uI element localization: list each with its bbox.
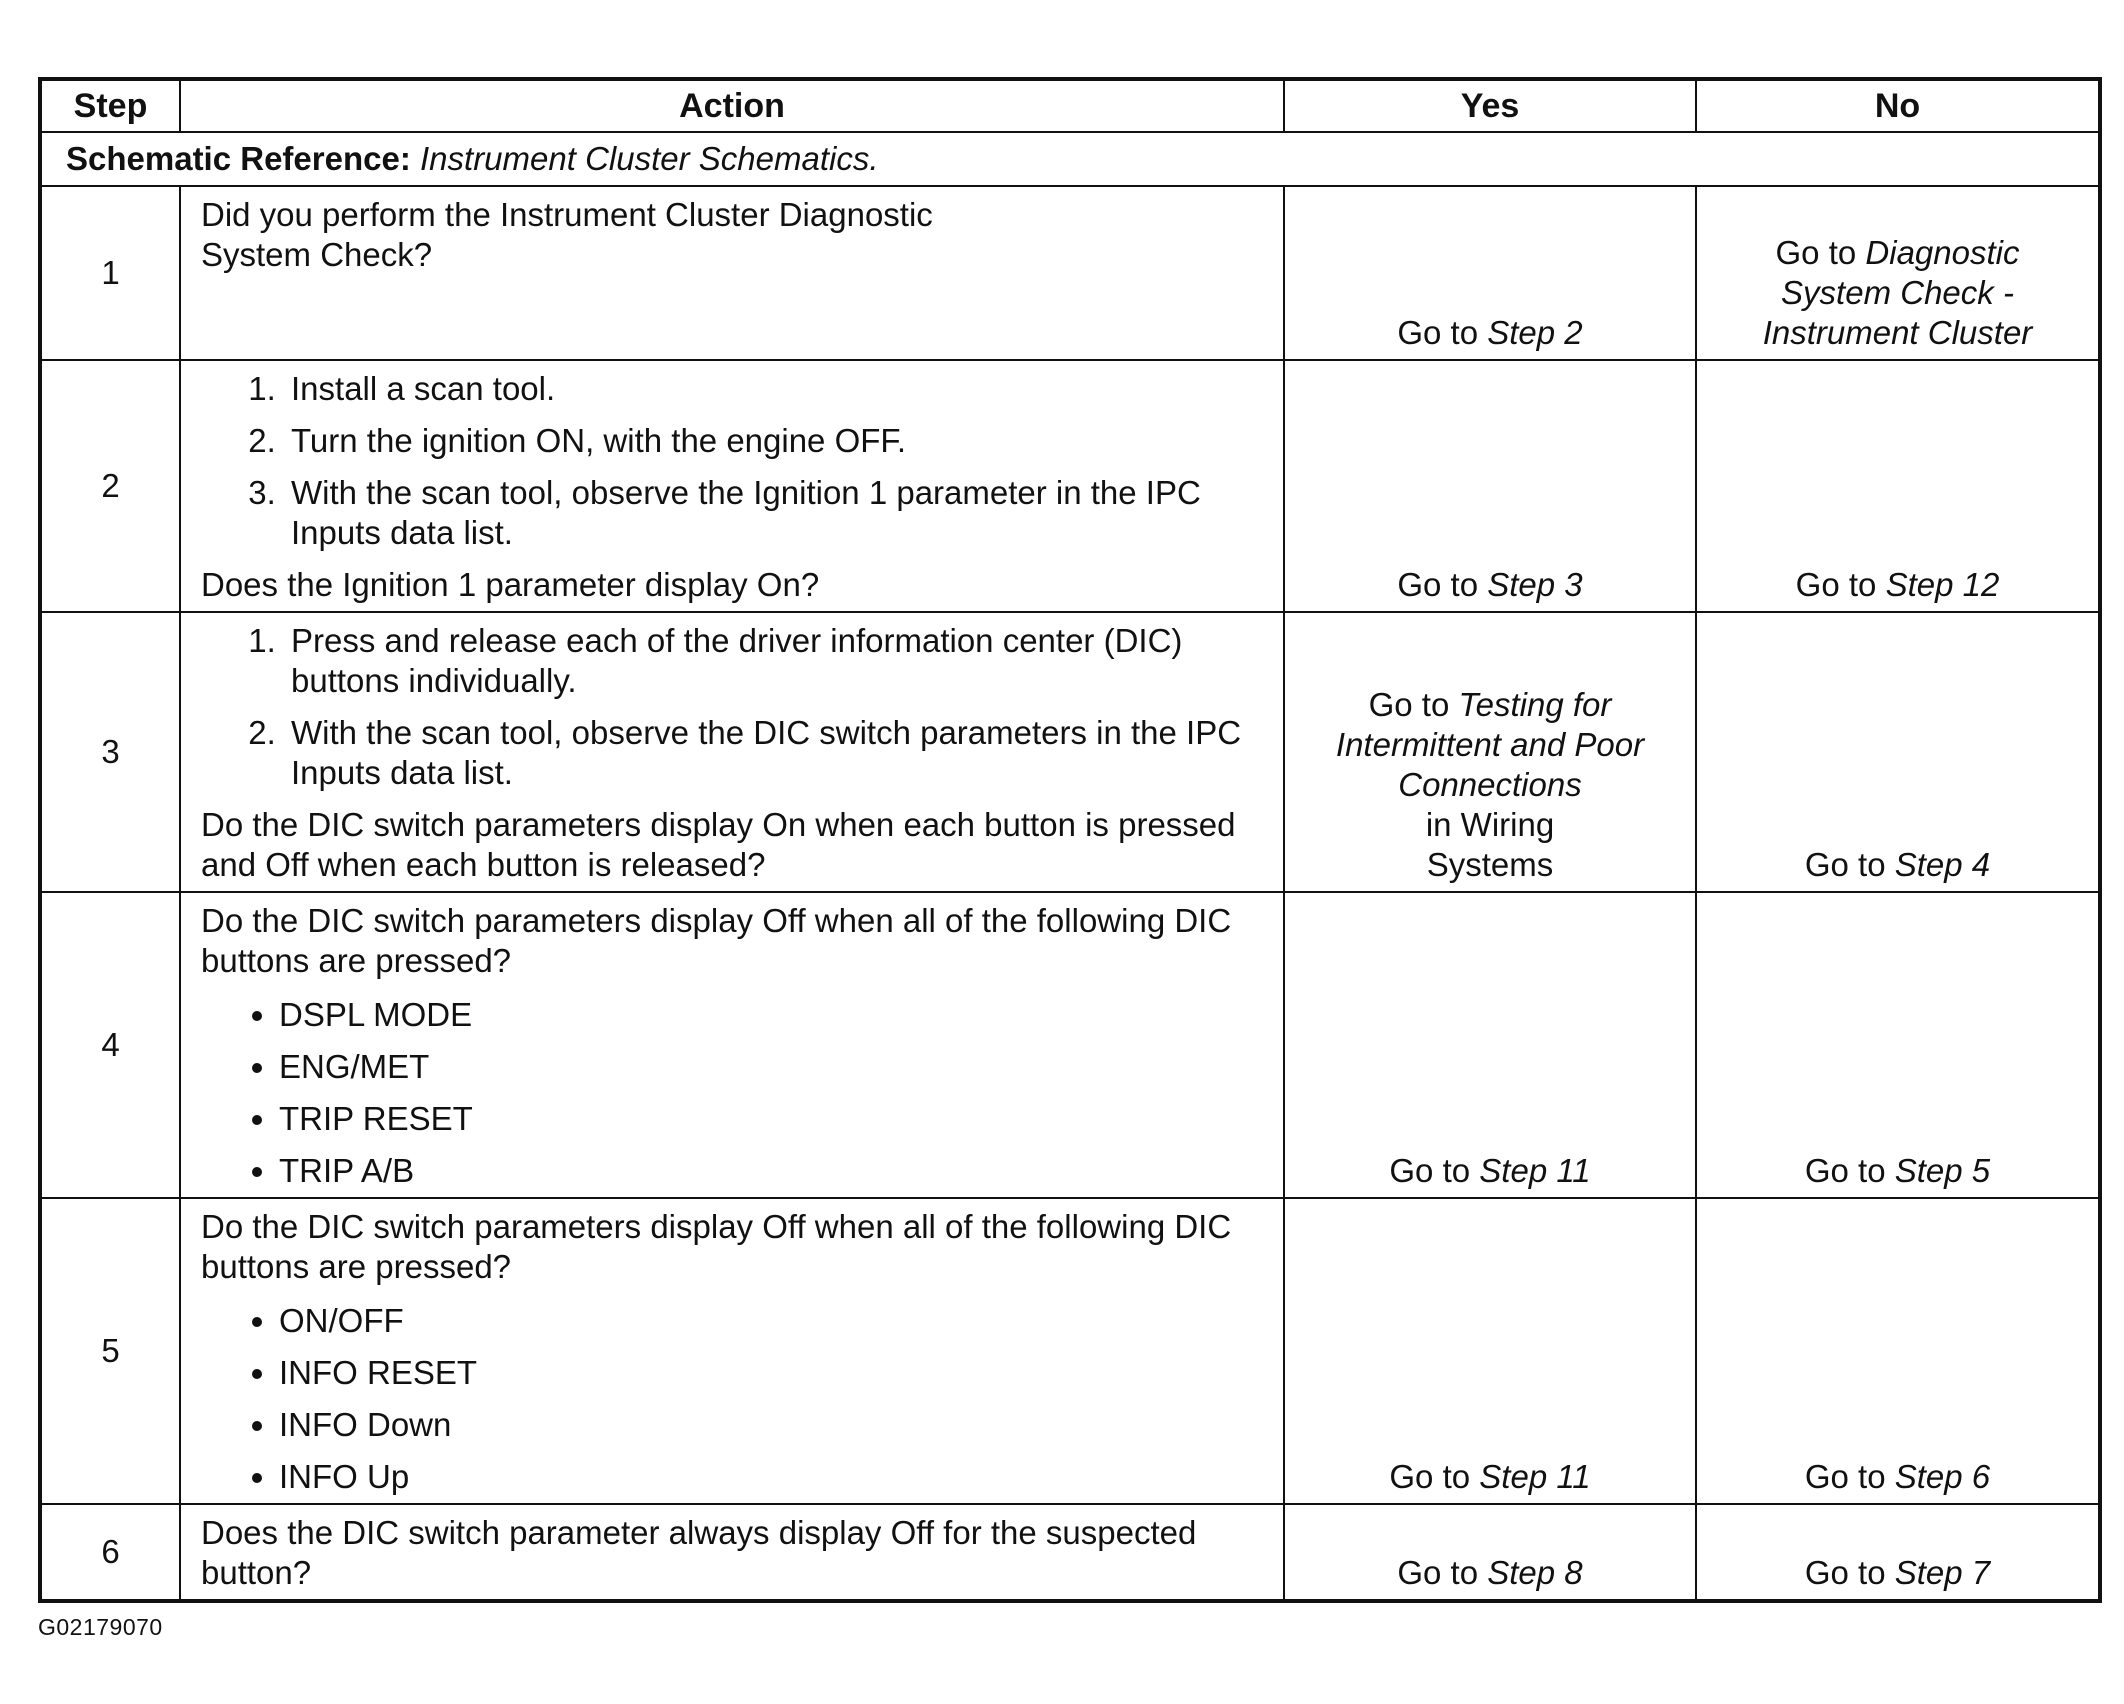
- goto-link[interactable]: Step 7: [1894, 1554, 1991, 1591]
- substep: 1. Press and release each of the driver information center (DIC) buttons individually.: [285, 621, 1269, 701]
- substep-list: [201, 621, 1269, 793]
- step-number: 3: [40, 612, 180, 892]
- goto-link[interactable]: Step 11: [1479, 1152, 1591, 1189]
- question: Do the DIC switch parameters display Off when all of the following DIC buttons are pressed?: [201, 1208, 1232, 1285]
- action-cell: [180, 186, 1284, 360]
- goto-prefix: Go to: [1368, 686, 1459, 723]
- goto-prefix: Go to: [1804, 1554, 1895, 1591]
- header-yes: Yes: [1284, 79, 1696, 132]
- question: Do the DIC switch parameters display On when each button is pressed and Off when each button is released?: [201, 806, 1236, 883]
- yes-cell: [1284, 360, 1696, 612]
- goto-link[interactable]: Step 6: [1894, 1458, 1991, 1495]
- table-row: [40, 892, 2100, 1198]
- figure-id: G02179070: [38, 1614, 163, 1640]
- step-number: 1: [40, 186, 180, 360]
- table-row: [40, 360, 2100, 612]
- action-cell: [180, 1198, 1284, 1504]
- goto-prefix: Go to: [1389, 1458, 1480, 1495]
- list-item: • ON/OFF: [279, 1301, 1269, 1341]
- yes-cell: [1284, 1504, 1696, 1601]
- question: Do the DIC switch parameters display Off when all of the following DIC buttons are pressed?: [201, 902, 1232, 979]
- goto-prefix: Go to: [1804, 1152, 1895, 1189]
- question: Does the DIC switch parameter always display Off for the suspected button?: [201, 1514, 1197, 1591]
- table-row: [40, 1504, 2100, 1601]
- list-item: • DSPL MODE: [279, 995, 1269, 1035]
- goto-suffix: in Wiring: [1425, 806, 1555, 843]
- action-cell: [180, 360, 1284, 612]
- header-no: No: [1696, 79, 2100, 132]
- goto-suffix: Systems: [1426, 846, 1554, 883]
- goto-link[interactable]: Step 12: [1885, 566, 2000, 603]
- substep: 2. Turn the ignition ON, with the engine OFF.: [285, 421, 1269, 461]
- goto-link[interactable]: Step 2: [1487, 314, 1583, 351]
- substep-list: [201, 369, 1269, 553]
- goto-link[interactable]: Testing for: [1458, 686, 1612, 723]
- no-cell: [1696, 360, 2100, 612]
- yes-cell: [1284, 612, 1696, 892]
- list-item: • ENG/MET: [279, 1047, 1269, 1087]
- table-row: [40, 1198, 2100, 1504]
- no-cell: [1696, 1504, 2100, 1601]
- goto-prefix: Go to: [1397, 1554, 1488, 1591]
- action-cell: [180, 892, 1284, 1198]
- list-item: • INFO Up: [279, 1457, 1269, 1497]
- goto-link[interactable]: Intermittent and Poor: [1335, 726, 1645, 763]
- no-cell: [1696, 892, 2100, 1198]
- table-row: [40, 612, 2100, 892]
- no-cell: [1696, 186, 2100, 360]
- question-line: Did you perform the Instrument Cluster Diagnostic: [201, 196, 933, 233]
- header-row: [40, 79, 2100, 132]
- list-item: • INFO Down: [279, 1405, 1269, 1445]
- yes-cell: [1284, 892, 1696, 1198]
- yes-cell: [1284, 1198, 1696, 1504]
- diagnostic-table: [38, 77, 2102, 1603]
- step-number: 2: [40, 360, 180, 612]
- schematic-link[interactable]: Instrument Cluster Schematics.: [420, 140, 879, 177]
- no-cell: [1696, 612, 2100, 892]
- substep: 2. With the scan tool, observe the DIC switch parameters in the IPC Inputs data list.: [285, 713, 1269, 793]
- goto-link[interactable]: System Check -: [1781, 274, 2014, 311]
- goto-prefix: Go to: [1804, 1458, 1895, 1495]
- goto-prefix: Go to: [1389, 1152, 1480, 1189]
- goto-link[interactable]: Diagnostic: [1865, 234, 2020, 271]
- no-cell: [1696, 1198, 2100, 1504]
- schematic-label: Schematic Reference:: [66, 140, 411, 177]
- list-item: • TRIP A/B: [279, 1151, 1269, 1191]
- question-line: System Check?: [201, 236, 433, 273]
- goto-link[interactable]: Step 5: [1894, 1152, 1991, 1189]
- schematic-row: [40, 132, 2100, 186]
- list-item: • INFO RESET: [279, 1353, 1269, 1393]
- button-list: [201, 1301, 1269, 1497]
- goto-link[interactable]: Instrument Cluster: [1762, 314, 2033, 351]
- goto-link[interactable]: Connections: [1398, 766, 1582, 803]
- question: Does the Ignition 1 parameter display On?: [201, 566, 820, 603]
- step-number: 4: [40, 892, 180, 1198]
- schematic-reference: [40, 132, 2100, 186]
- goto-link[interactable]: Step 8: [1487, 1554, 1583, 1591]
- yes-cell: [1284, 186, 1696, 360]
- button-list: [201, 995, 1269, 1191]
- goto-prefix: Go to: [1397, 566, 1488, 603]
- goto-link[interactable]: Step 3: [1487, 566, 1583, 603]
- step-number: 6: [40, 1504, 180, 1601]
- list-item: • TRIP RESET: [279, 1099, 1269, 1139]
- goto-prefix: Go to: [1804, 846, 1895, 883]
- table-row: [40, 186, 2100, 360]
- goto-prefix: Go to: [1775, 234, 1866, 271]
- goto-link[interactable]: Step 4: [1894, 846, 1991, 883]
- step-number: 5: [40, 1198, 180, 1504]
- action-cell: [180, 1504, 1284, 1601]
- goto-link[interactable]: Step 11: [1479, 1458, 1591, 1495]
- goto-prefix: Go to: [1795, 566, 1886, 603]
- header-action: Action: [180, 79, 1284, 132]
- substep: 3. With the scan tool, observe the Ignition 1 parameter in the IPC Inputs data list.: [285, 473, 1269, 553]
- header-step: Step: [40, 79, 180, 132]
- substep: 1. Install a scan tool.: [285, 369, 1269, 409]
- goto-prefix: Go to: [1397, 314, 1488, 351]
- action-cell: [180, 612, 1284, 892]
